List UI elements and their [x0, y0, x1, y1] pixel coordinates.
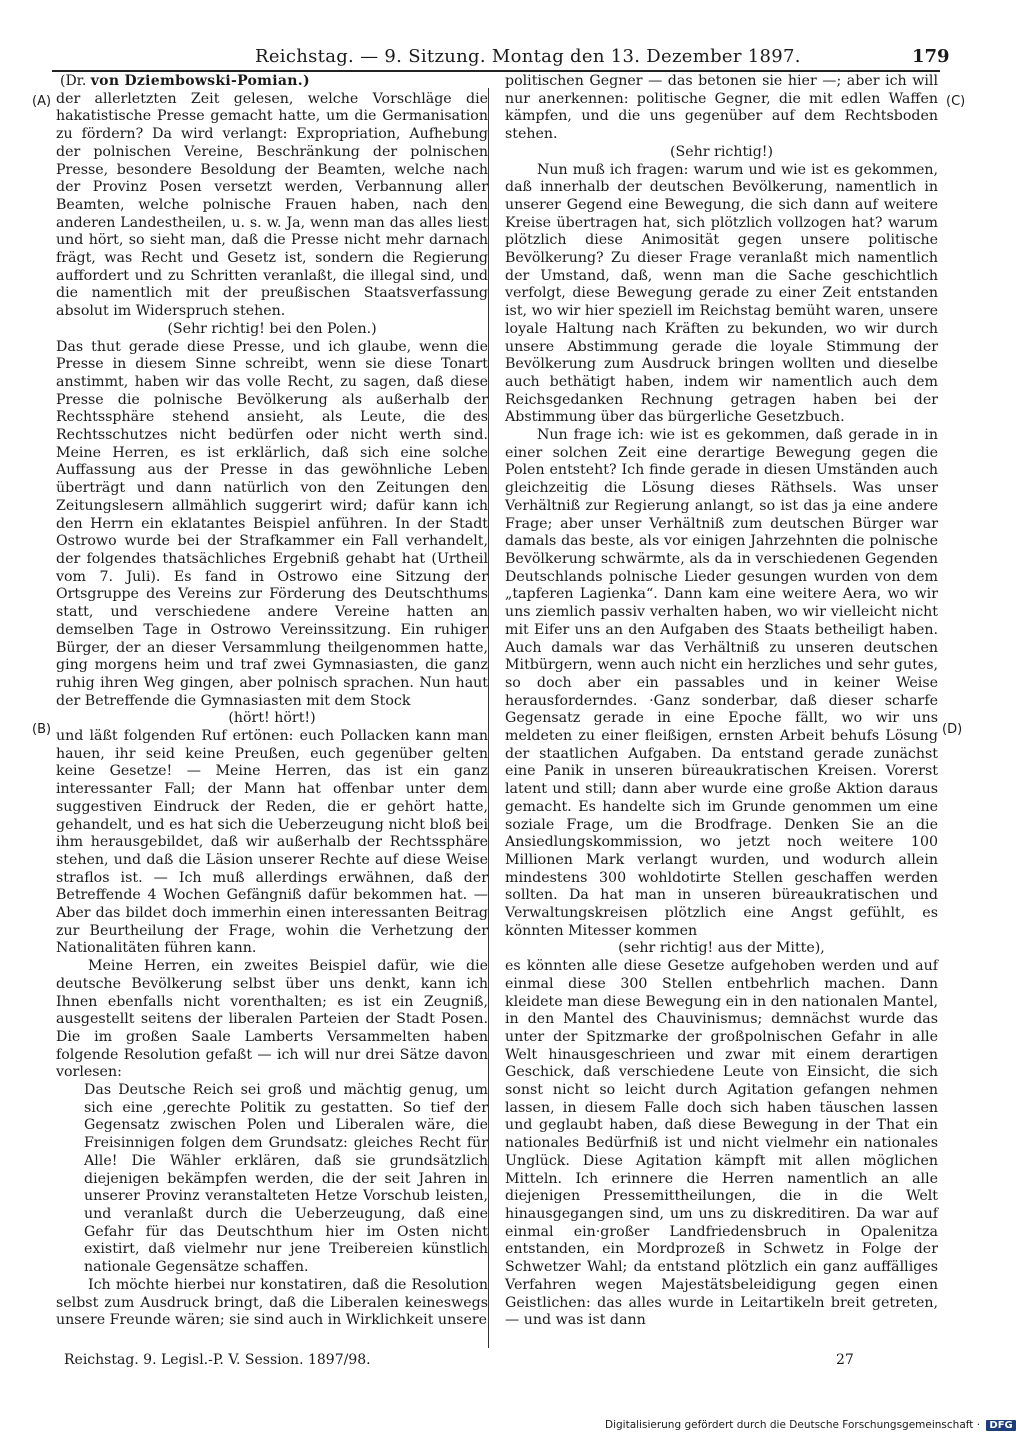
column-divider	[488, 88, 489, 1348]
left-interjection-2: (hört! hört!)	[228, 710, 316, 727]
right-paragraph-2: Nun muß ich fragen: warum und wie ist es gekommen, daß innerhalb der deutschen Bevölkerung, namentlich in unserer Gegend eine Bewegung, die sich dann auf weitere Kreise übertragen hat, sich plötzlich vollzogen hat? warum plötzlich diese Animosität gegen unsere politische Bevölkerung? Zu dieser Frage veranlaßt mich namentlich der Umstand, daß, wenn man die Sache geschichtlich verfolgt, diese Bewegung gerade zu einer Zeit entstanden ist, wo wir hier speziell im Reichstag bemüht waren, unsere loyale Haltung nach Kräften zu bekunden, wo wir durch unsere Abstimmung gerade die loyale Stimmung der Bevölkerung zum Ausdruck bringen wollten und dieselbe auch bethätigt haben, indem wir namentlich auch dem Reichsgedanken Rechnung getragen haben bei der Abstimmung über das bürgerliche Gesetzbuch.	[505, 161, 938, 426]
right-paragraph-1: politischen Gegner — das betonen sie hier —; aber ich will nur anerkennen: politische Gegner, die mit edlen Waffen kämpfen, und die uns gegenüber auf dem Rechtsboden stehen.	[505, 73, 938, 143]
margin-marker-c: (C)	[946, 94, 966, 109]
footer-signature: Reichstag. 9. Legisl.-P. V. Session. 1897/98.	[64, 1352, 371, 1368]
header-rule	[52, 70, 940, 72]
right-paragraph-3: Nun frage ich: wie ist es gekommen, daß gerade in in einer solchen Zeit eine derartige Bewegung gegen die Polen entsteht? Ich finde gerade in diesen Umständen auch gleichzeitig die Lösung dieses Räthsels. Was unser Verhältniß zur Regierung anlangt, so ist das ja eine andere Frage; aber unser Verhältniß zum deutschen Bürger war damals das beste, als vor einigen Jahrzehnten die polnische Bevölkerung schwärmte, als da in verschiedenen Gegenden Deutschlands polnische Lieder gesungen wurden von dem „tapferen Lagienka“. Dann kam eine weitere Aera, wo wir uns ziemlich passiv verhalten haben, wo wir vielleicht nicht mit Eifer uns an den Aufgaben des Staats betheiligt haben. Auch damals war das Verhältniß zu unseren deutschen Mitbürgern, wenn auch nicht ein herzliches und sehr gutes, so doch aber ein passables und in keiner Weise herausforderndes. ·Ganz sonderbar, daß dieser scharfe Gegensatz gerade in eine Epoche fällt, wo wir uns meldeten zu einer fleißigen, ernsten Arbeit behufs Lösung der staatlichen Aufgaben. Da entstand gerade zunächst eine Panik in unseren büreaukratischen Kreisen. Vorerst latent und still; dann aber wurde eine große Aktion daraus gemacht. Es handelte sich im Grunde genommen um eine soziale Frage, um die Brodfrage. Denken Sie an die Ansiedlungskommission, wo jetzt noch weitere 100 Millionen Mark verlangt wurden, und wodurch allein mindestens 300 wohldotirte Stellen geschaffen werden sollten. Da hat man in unseren büreaukratischen und Verwaltungskreisen plötzlich eine Angst gefühlt, es könnten Mitesser kommen	[505, 427, 938, 939]
digitization-text: Digitalisierung gefördert durch die Deutsche Forschungsgemeinschaft ·	[605, 1419, 981, 1431]
right-interjection-1: (Sehr richtig!)	[669, 143, 774, 160]
resolution-quote: Das Deutsche Reich sei groß und mächtig genug, um sich eine ,gerechte Politik zu gestatten. So tief der Gegensatz zwischen Polen und Liberalen wäre, die Freisinnigen folgen dem Grundsatz: gleiches Recht für Alle! Die Wähler erklären, daß sie grundsätzlich diejenigen bekämpfen werden, die der seit Jahren in unserer Provinz veranstalteten Hetze Vorschub leisten, und veranlaßt durch die Ueberzeugung, daß eine Gefahr für das Deutschthum hier im Osten nicht existirt, daß vielmehr nur jene Treibereien künstlich nationale Gegensätze schaffen.	[84, 1082, 488, 1276]
right-column	[505, 73, 938, 1330]
margin-marker-a: (A)	[32, 94, 52, 109]
dfg-logo: DFG	[986, 1420, 1015, 1431]
margin-marker-b: (B)	[32, 722, 52, 737]
right-interjection-2: (sehr richtig! aus der Mitte),	[618, 940, 825, 957]
running-title: Reichstag. — 9. Sitzung. Montag den 13. Dezember 1897.	[255, 46, 801, 67]
speaker-prefix: (Dr.	[60, 73, 87, 89]
left-paragraph-3: und läßt folgenden Ruf ertönen: euch Pollacken kann man hauen, ihr seid keine Preußen, euch gegenüber gelten keine Gesetze! — Meine Herren, das ist ein ganz interessanter Fall; der Mann hat offenbar unter dem suggestiven Eindruck der Reden, die er gehört hatte, gehandelt, und es hat sich die Ueberzeugung nicht bloß bei ihm herausgebildet, daß wir außerhalb der Rechtssphäre stehen, und daß die Läsion unserer Rechte auf diese Weise straflos ist. — Ich muß allerdings erwähnen, daß der Betreffende 4 Wochen Gefängniß dafür bekommen hat. — Aber das bildet doch immerhin einen interessanten Beitrag zur Beurtheilung der Frage, wohin die Verhetzung der Nationalitäten führen kann.	[56, 728, 488, 957]
left-column	[56, 73, 488, 1330]
left-interjection-1: (Sehr richtig! bei den Polen.)	[167, 320, 377, 337]
left-paragraph-4: Meine Herren, ein zweites Beispiel dafür, wie die deutsche Bevölkerung selbst über uns denkt, kann ich Ihnen ebenfalls nicht vorenthalten; es ist ein Zeugniß, ausgestellt seitens der liberalen Parteien der Stadt Posen. Die im großen Saale Lamberts Versammelten haben folgende Resolution gefaßt — ich will nur drei Sätze davon vorlesen:	[56, 958, 488, 1081]
left-paragraph-1: der allerletzten Zeit gelesen, welche Vorschläge die hakatistische Presse gemacht hatte, um die Germanisation zu fördern? Da wird verlangt: Expropriation, Aufhebung der polnischen Vereine, Beschränkung der polnischen Presse, besondere Besoldung der Beamten, welche nach der Provinz Posen versetzt werden, Verbannung aller Beamten, welche polnische Frauen haben, nach den anderen Landestheilen, u. s. w. Ja, wenn man das alles liest und hört, so sieht man, daß die Presse nicht mehr darnach frägt, was Recht und Gesetz ist, sondern die Regierung auffordert und zu Schritten veranlaßt, die illegal sind, und die namentlich mit der preußischen Staatsverfassung absolut im Widerspruch stehen.	[56, 90, 488, 320]
left-paragraph-2: Das thut gerade diese Presse, und ich glaube, wenn die Presse in diesem Sinne schreibt, wenn sie diese Tonart anstimmt, haben wir das volle Recht, zu sagen, daß diese Presse die polnische Bevölkerung als außerhalb der Rechtssphäre stehend ansieht, als Leute, die des Rechtsschutzes nicht bedürfen oder nicht werth sind. Meine Herren, es ist erklärlich, daß sich eine solche Auffassung aus der Presse in das gewöhnliche Leben überträgt und dann natürlich von den Zeitungen den Zeitungslesern allmählich suggerirt wird; dafür kann ich den Herrn ein eklatantes Beispiel anführen. In der Stadt Ostrowo wurde bei der Strafkammer ein Fall verhandelt, der folgendes thatsächliches Ergebniß gehabt hat (Urtheil vom 7. Juli). Es fand in Ostrowo eine Sitzung der Ortsgruppe des Vereins zur Förderung des Deutschthums statt, und verschiedene andere Vereine hatten an demselben Tage in Ostrowo Vereinssitzung. Ein ruhiger Bürger, der an dieser Versammlung theilgenommen hatte, ging morgens heim und traf zwei Gymnasiasten, die ganz ruhig ihren Weg gingen, aber polnisch sprachen. Nun haut der Betreffende die Gymnasiasten mit dem Stock	[56, 338, 488, 709]
digitization-notice	[605, 1419, 1016, 1431]
margin-marker-d: (D)	[942, 722, 963, 737]
speaker-line	[60, 73, 488, 91]
page-number: 179	[912, 46, 950, 67]
footer-sheet-number: 27	[836, 1352, 854, 1368]
left-paragraph-5: Ich möchte hierbei nur konstatiren, daß die Resolution selbst zum Ausdruck bringt, daß die Liberalen keineswegs unsere Freunde wären; sie sind auch in Wirklichkeit unsere	[56, 1276, 488, 1329]
speaker-name: von Dziembowski-Pomian.)	[90, 73, 310, 89]
page-header	[0, 0, 1000, 75]
right-paragraph-4: es könnten alle diese Gesetze aufgehoben werden und auf einmal diese 300 Stellen entbehrlich machen. Dann kleidete man diese Bewegung ein in den nationalen Mantel, in den Mantel des Chauvinismus; demnächst wurde das unter der Spitzmarke der großpolnischen Gefahr in alle Welt hinausgeschrieen und zwar mit einem derartigen Geschick, daß verschiedene Leute von Einsicht, die sich sonst nicht so leicht durch Agitation gefangen nehmen lassen, in diesem Falle doch sich haben täuschen lassen und geglaubt haben, daß diese Bewegung in der That ein nationales Bedürfniß ist und nicht vielmehr ein nationales Unglück. Diese Agitation kämpft mit allen möglichen Mitteln. Ich erinnere die Herren namentlich an alle diejenigen Pressemittheilungen, die in die Welt hinausgegangen sind, um uns zu diskreditiren. Da war auf einmal ein·großer Landfriedensbruch in Opalenitza entstanden, ein Mordprozeß in Schwetz in Folge der Schwetzer Wahl; da entstand plötzlich ein ganz auffälliges Verfahren wegen Majestätsbeleidigung gegen einen Geistlichen: das alles wurde in Leitartikeln breit getreten, — und was ist dann	[505, 958, 938, 1329]
